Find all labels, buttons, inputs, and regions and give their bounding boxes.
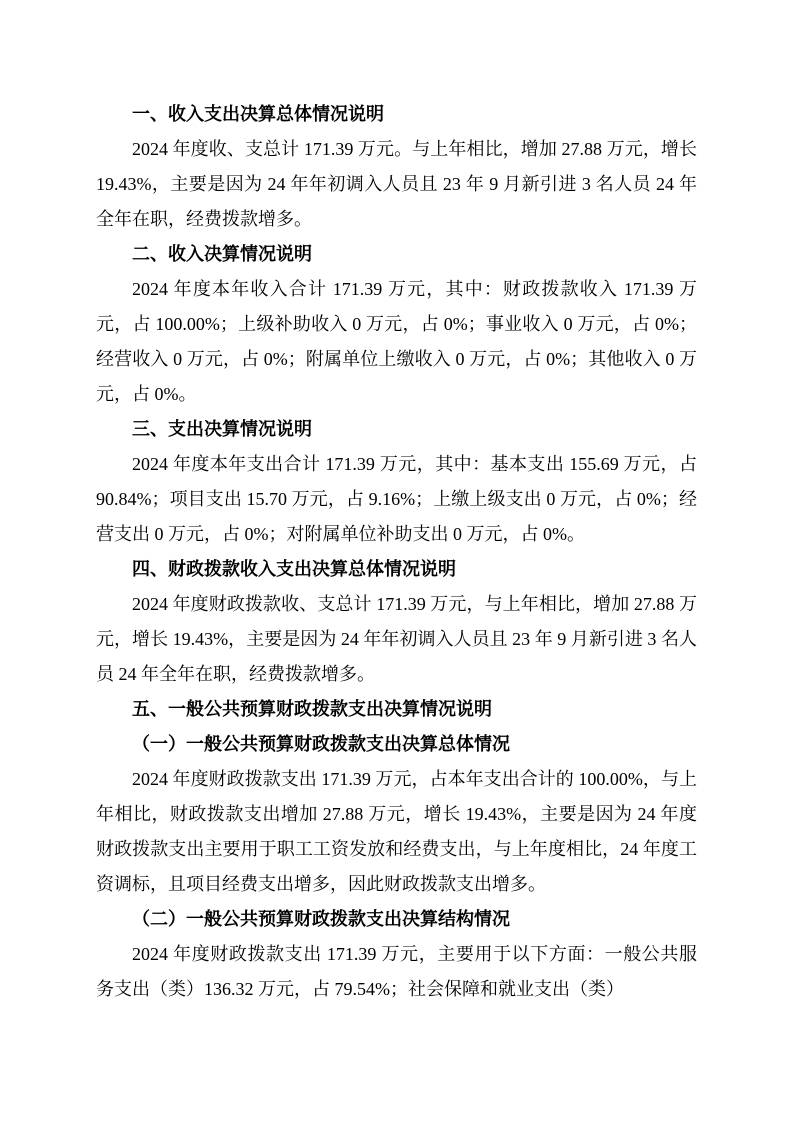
paragraph-expenditure-final-accounts: 2024 年度本年支出合计 171.39 万元，其中：基本支出 155.69 万元，占 90.84%；项目支出 15.70 万元，占 9.16%；上缴上级支出 0 万元，占 0%；经营支出 0 万元，占 0%；对附属单位补助支出 0 万元，占 0%。 — [96, 454, 697, 544]
section-heading-expenditure-final-accounts: 三、支出决算情况说明 — [132, 419, 312, 439]
section-heading-public-budget-expenditure: 五、一般公共预算财政拨款支出决算情况说明 — [132, 699, 492, 719]
section-heading-income-expenditure-overview: 一、收入支出决算总体情况说明 — [132, 104, 384, 124]
section-heading-income-final-accounts: 二、收入决算情况说明 — [132, 244, 312, 264]
subsection-heading-overall-situation: （一）一般公共预算财政拨款支出决算总体情况 — [132, 734, 510, 754]
paragraph-income-expenditure-overview: 2024 年度收、支总计 171.39 万元。与上年相比，增加 27.88 万元，增长 19.43%，主要是因为 24 年年初调入人员且 23 年 9 月新引进 3 名人员 24 年全年在职，经费拨款增多。 — [96, 139, 697, 229]
subsection-heading-structure-situation: （二）一般公共预算财政拨款支出决算结构情况 — [132, 909, 510, 929]
paragraph-fiscal-appropriation-overview: 2024 年度财政拨款收、支总计 171.39 万元，与上年相比，增加 27.88 万元，增长 19.43%，主要是因为 24 年年初调入人员且 23 年 9 月新引进 3 名人员 24 年全年在职，经费拨款增多。 — [96, 594, 697, 684]
paragraph-income-final-accounts: 2024 年度本年收入合计 171.39 万元，其中：财政拨款收入 171.39 万元，占 100.00%；上级补助收入 0 万元，占 0%；事业收入 0 万元，占 0%；经营收入 0 万元，占 0%；附属单位上缴收入 0 万元，占 0%；其他收入 0 万元，占 0%。 — [96, 279, 697, 404]
section-heading-fiscal-appropriation-overview: 四、财政拨款收入支出决算总体情况说明 — [132, 559, 456, 579]
paragraph-overall-situation: 2024 年度财政拨款支出 171.39 万元，占本年支出合计的 100.00%，与上年相比，财政拨款支出增加 27.88 万元，增长 19.43%，主要是因为 24 年度财政拨款支出主要用于职工工资发放和经费支出，与上年度相比，24 年度工资调标，且项目经费支出增多，因此财政拨款支出增多。 — [96, 769, 697, 894]
paragraph-structure-situation: 2024 年度财政拨款支出 171.39 万元，主要用于以下方面：一般公共服务支出（类）136.32 万元，占 79.54%；社会保障和就业支出（类） — [96, 944, 697, 999]
